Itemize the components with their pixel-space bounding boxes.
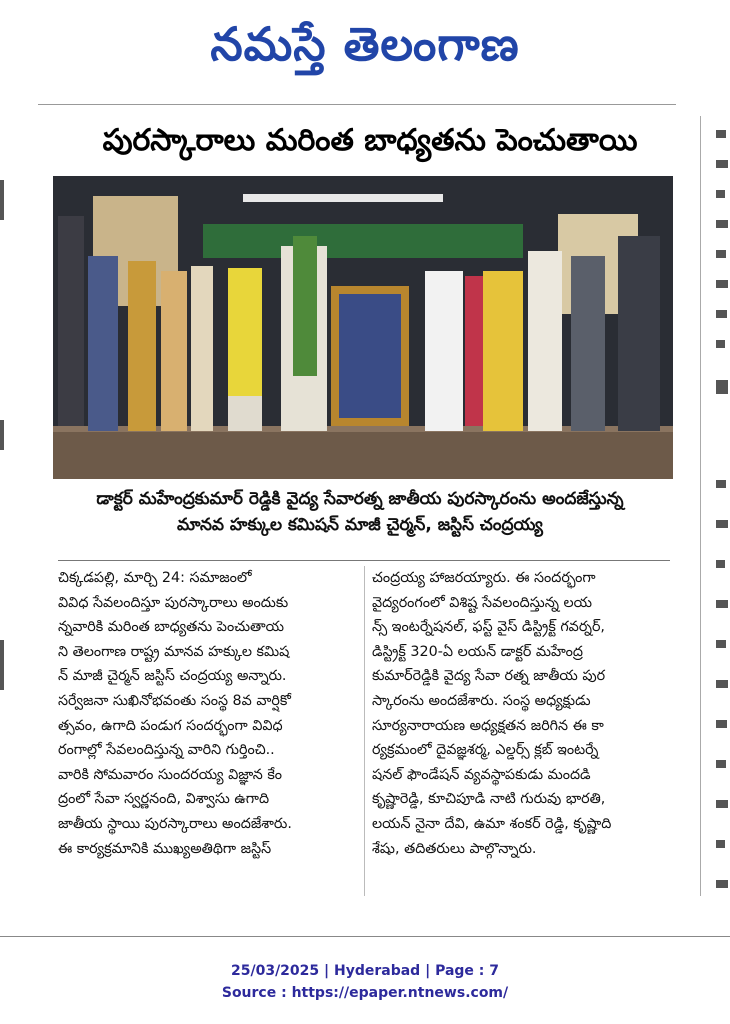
adjacent-column-fragments <box>712 120 730 920</box>
adjacent-column-right-edge <box>712 120 730 934</box>
body-line: డిస్ట్రిక్ట్ 320-ఏ లయన్ డాక్టర్ మహేంద్ర <box>372 643 583 660</box>
masthead <box>0 0 730 100</box>
article-column-2 <box>372 566 672 861</box>
newspaper-title: నమస్తే తెలంగాణ <box>210 17 520 71</box>
body-line: లయన్ నైనా దేవి, ఉమా శంకర్ రెడ్డి, కృష్ణాది <box>372 815 612 832</box>
body-line: న్నవారికి మరింత బాధ్యతను పెంచుతాయ <box>58 619 285 636</box>
body-line: వైద్యరంగంలో విశిష్ట సేవలందిస్తున్న లయ <box>372 594 593 611</box>
caption-line: మానవ హక్కుల కమిషన్ మాజీ చైర్మన్, జస్టిస్ చంద్రయ్య <box>177 515 543 535</box>
column-divider <box>700 116 701 896</box>
body-line: ఈ కార్యక్రమానికి ముఖ్యఅతిథిగా జస్టిస్ <box>58 840 272 857</box>
article-column-1 <box>58 566 358 861</box>
body-line: ర్యక్రమంలో దైవజ్ఞశర్మ, ఎల్డర్స్ క్లబ్ ఇంటర్నే <box>372 742 599 759</box>
body-line: చిక్కడపల్లి, మార్చి 24: సమాజంలో <box>58 570 252 586</box>
left-edge-mark <box>0 420 4 450</box>
body-line: న్స్ ఇంటర్నేషనల్, ఫస్ట్ వైస్ డిస్ట్రిక్ట్ గవర్నర్, <box>372 619 605 636</box>
left-edge-mark <box>0 180 4 220</box>
body-line: సర్వేజనా సుఖినోభవంతు సంస్థ 8వ వార్షికో <box>58 692 291 709</box>
column-gutter-rule <box>364 566 365 896</box>
body-line: ని తెలంగాణ రాష్ట్ర మానవ హక్కుల కమిష <box>58 643 290 660</box>
body-line: జాతీయ స్థాయి పురస్కారాలు అందజేశారు. <box>58 815 292 832</box>
body-line: కృష్ణారెడ్డి, కూచిపూడి నాటి గురువు భారతి, <box>372 791 606 808</box>
adjacent-page-left-edge <box>0 120 10 934</box>
body-line: కుమార్‌రెడ్డికి వైద్య సేవా రత్న జాతీయ పుర <box>372 668 606 685</box>
caption-divider <box>58 560 670 561</box>
caption-line: డాక్టర్ మహేంద్రకుమార్ రెడ్డికి వైద్య సేవారత్న జాతీయ పురస్కారంను అందజేస్తున్న <box>96 489 624 509</box>
body-line: స్కారంను అందజేశారు. సంస్థ అధ్యక్షుడు <box>372 692 591 709</box>
event-photo <box>53 176 673 479</box>
masthead-divider <box>38 104 676 105</box>
left-edge-mark <box>0 640 4 690</box>
body-line: త్సవం, ఉగాది పండుగ సందర్భంగా వివిధ <box>58 717 283 734</box>
body-line: న్ మాజీ చైర్మన్ జస్టిస్ చంద్రయ్య అన్నారు. <box>58 668 287 685</box>
body-line: ద్రంలో సేవా స్వర్ణనంది, విశ్వాసు ఉగాది <box>58 791 270 808</box>
body-line: శేషు, తదితరులు పాల్గొన్నారు. <box>372 840 537 857</box>
source-link[interactable]: Source : https://epaper.ntnews.com/ <box>221 985 509 1001</box>
body-line: వారికి సోమవారం సుందరయ్య విజ్ఞాన కేం <box>58 766 283 783</box>
photo-caption <box>40 486 680 538</box>
body-line: చంద్రయ్య హాజరయ్యారు. ఈ సందర్భంగా <box>372 570 596 586</box>
footer-divider <box>0 936 730 937</box>
body-line: రంగాల్లో సేవలందిస్తున్న వారిని గుర్తించి.. <box>58 742 275 759</box>
body-line: వివిధ సేవలందిస్తూ పురస్కారాలు అందుకు <box>58 594 289 611</box>
edition-info: 25/03/2025 | Hyderabad | Page : 7 <box>230 963 500 979</box>
article-headline: పురస్కారాలు మరింత బాధ్యతను పెంచుతాయి <box>102 123 638 158</box>
body-line: షనల్ ఫౌండేషన్ వ్యవస్థాపకుడు మందడి <box>372 766 591 783</box>
award-ceremony-illustration <box>53 176 673 479</box>
page-footer <box>0 960 730 1004</box>
body-line: సూర్యనారాయణ అధ్యక్షతన జరిగిన ఈ కా <box>372 717 604 734</box>
